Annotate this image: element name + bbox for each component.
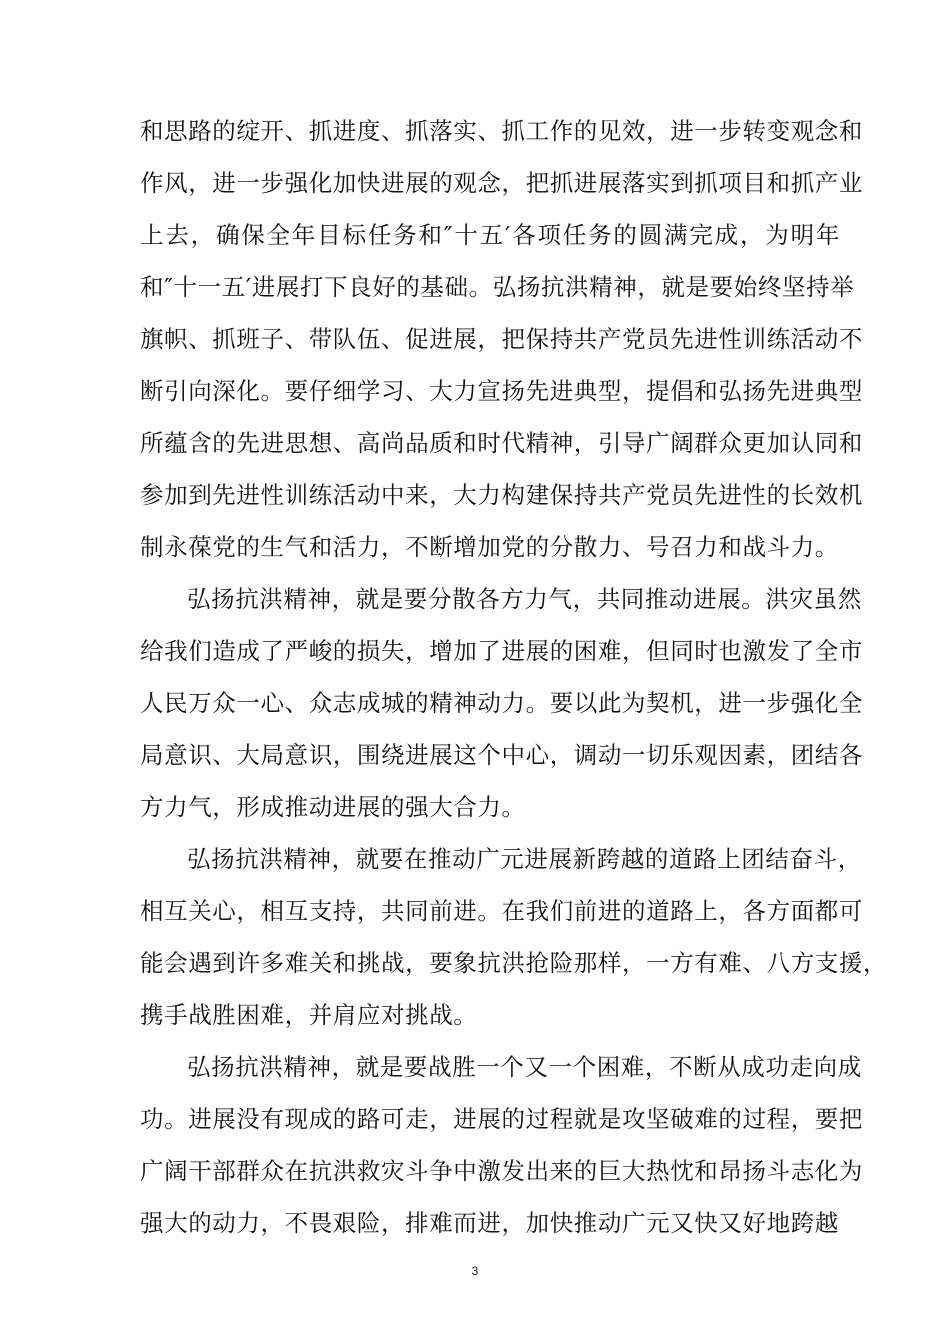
body-text-line: 给我们造成了严峻的损失，增加了进展的困难，但同时也激发了全市 <box>140 637 863 665</box>
body-text-line: 方力气，形成推动进展的强大合力。 <box>140 793 526 821</box>
page-number: 3 <box>471 1264 479 1278</box>
body-text-line: 断引向深化。要仔细学习、大力宣扬先进典型，提倡和弘扬先进典型 <box>140 377 863 405</box>
body-text-line: 局意识、大局意识，围绕进展这个中心，调动一切乐观因素，团结各 <box>140 741 863 769</box>
body-text-line: 制永葆党的生气和活力，不断增加党的分散力、号召力和战斗力。 <box>140 533 839 561</box>
body-text-line: 上去，确保全年目标任务和″十五′各项任务的圆满完成，为明年 <box>140 221 840 249</box>
body-text-line: 旗帜、抓班子、带队伍、促进展，把保持共产党员先进性训练活动不 <box>140 325 863 353</box>
body-text-line: 功。进展没有现成的路可走，进展的过程就是攻坚破难的过程，要把 <box>140 1105 863 1133</box>
body-text-line: 人民万众一心、众志成城的精神动力。要以此为契机，进一步强化全 <box>140 689 863 717</box>
paragraph-first-line: 弘扬抗洪精神，就是要分散各方力气，共同推动进展。洪灾虽然 <box>187 585 862 613</box>
body-text-line: 能会遇到许多难关和挑战，要象抗洪抢险那样，一方有难、八方支援， <box>140 949 888 977</box>
body-text-line: 所蕴含的先进思想、高尚品质和时代精神，引导广阔群众更加认同和 <box>140 429 863 457</box>
body-text-line: 携手战胜困难，并肩应对挑战。 <box>140 1001 478 1029</box>
body-text-line: 和思路的绽开、抓进度、抓落实、抓工作的见效，进一步转变观念和 <box>140 117 863 145</box>
paragraph-first-line: 弘扬抗洪精神，就是要战胜一个又一个困难，不断从成功走向成 <box>187 1053 862 1081</box>
paragraph-first-line: 弘扬抗洪精神，就要在推动广元进展新跨越的道路上团结奋斗， <box>187 845 862 873</box>
body-text-line: 和″十一五′进展打下良好的基础。弘扬抗洪精神，就是要始终坚持举 <box>140 273 855 301</box>
body-text-line: 作风，进一步强化加快进展的观念，把抓进展落实到抓项目和抓产业 <box>140 169 863 197</box>
body-text-line: 相互关心，相互支持，共同前进。在我们前进的道路上，各方面都可 <box>140 897 863 925</box>
body-text-line: 强大的动力，不畏艰险，排难而进，加快推动广元又快又好地跨越 <box>140 1209 839 1237</box>
body-text-line: 广阔干部群众在抗洪救灾斗争中激发出来的巨大热忱和昂扬斗志化为 <box>140 1157 863 1185</box>
body-text-line: 参加到先进性训练活动中来，大力构建保持共产党员先进性的长效机 <box>140 481 863 509</box>
